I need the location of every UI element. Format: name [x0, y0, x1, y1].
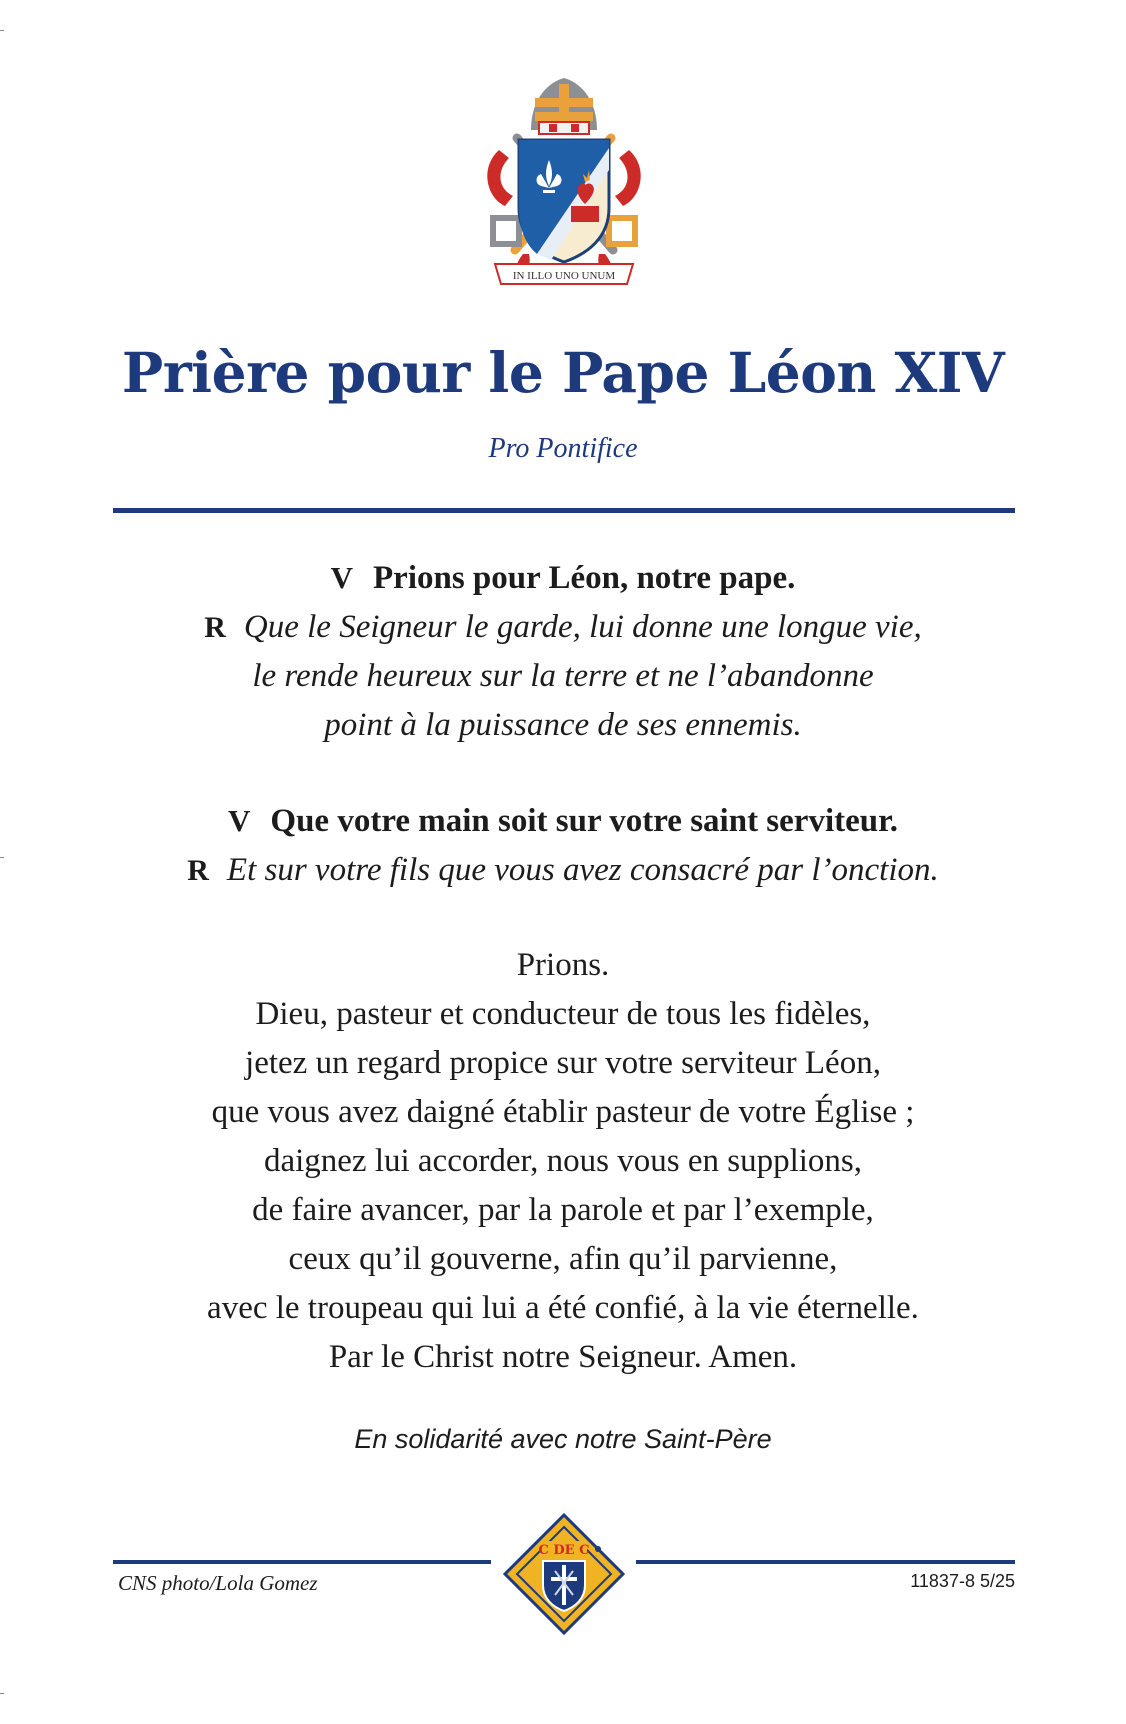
- versicle-2-text: Que votre main soit sur votre saint serviteur.: [270, 803, 898, 839]
- versicle-2: [0, 796, 1126, 846]
- response-symbol: R: [204, 611, 226, 644]
- collect-line: avec le troupeau qui lui a été confié, à la vie éternelle.: [207, 1290, 919, 1326]
- collect-line: que vous avez daigné établir pasteur de votre Église ;: [211, 1094, 915, 1130]
- response-1-line: le rende heureux sur la terre et ne l’abandonne: [252, 658, 874, 694]
- page-subtitle: Pro Pontifice: [488, 433, 638, 464]
- versicle-symbol: V: [228, 803, 251, 838]
- oremus: Prions.: [516, 947, 610, 983]
- page-title: Prière pour le Pape Léon XIV: [121, 340, 1005, 405]
- collect-line: jetez un regard propice sur votre serviteur Léon,: [245, 1045, 881, 1081]
- collect-line: de faire avancer, par la parole et par l’exemple,: [252, 1192, 874, 1228]
- knights-of-columbus-emblem: [503, 1513, 625, 1635]
- versicle-1-text: Prions pour Léon, notre pape.: [373, 560, 796, 596]
- print-code: 11837-8 5/25: [910, 1571, 1015, 1591]
- response-symbol: R: [187, 854, 209, 887]
- kofc-logo-text: C DE C: [538, 1543, 590, 1558]
- edge-tick: [0, 1693, 4, 1694]
- versicle-symbol: V: [330, 560, 354, 595]
- crest-motto: IN ILLO UNO UNUM: [512, 270, 616, 282]
- collect-line: Par le Christ notre Seigneur. Amen.: [328, 1339, 798, 1375]
- bottom-divider-right: [636, 1560, 1015, 1564]
- response-1-line: point à la puissance de ses ennemis.: [324, 707, 802, 743]
- edge-tick: [0, 30, 4, 31]
- prayer-body: [0, 553, 1126, 1382]
- response-1-line: [0, 603, 1126, 652]
- collect-line: ceux qu’il gouverne, afin qu’il parvienne,: [288, 1241, 838, 1277]
- response-1-text: Que le Seigneur le garde, lui donne une longue vie,: [243, 609, 922, 645]
- closing-line: En solidarité avec notre Saint-Père: [354, 1424, 772, 1454]
- response-2-line: [0, 846, 1126, 895]
- top-divider: [113, 508, 1015, 513]
- bottom-divider-left: [113, 1560, 491, 1564]
- response-2-text: Et sur votre fils que vous avez consacré par l’onction.: [226, 852, 939, 888]
- collect-line: Dieu, pasteur et conducteur de tous les fidèles,: [255, 996, 871, 1032]
- papal-coat-of-arms: [479, 78, 649, 300]
- photo-credit: CNS photo/Lola Gomez: [118, 1571, 318, 1595]
- collect-line: daignez lui accorder, nous vous en supplions,: [263, 1143, 863, 1179]
- versicle-1: [0, 553, 1126, 603]
